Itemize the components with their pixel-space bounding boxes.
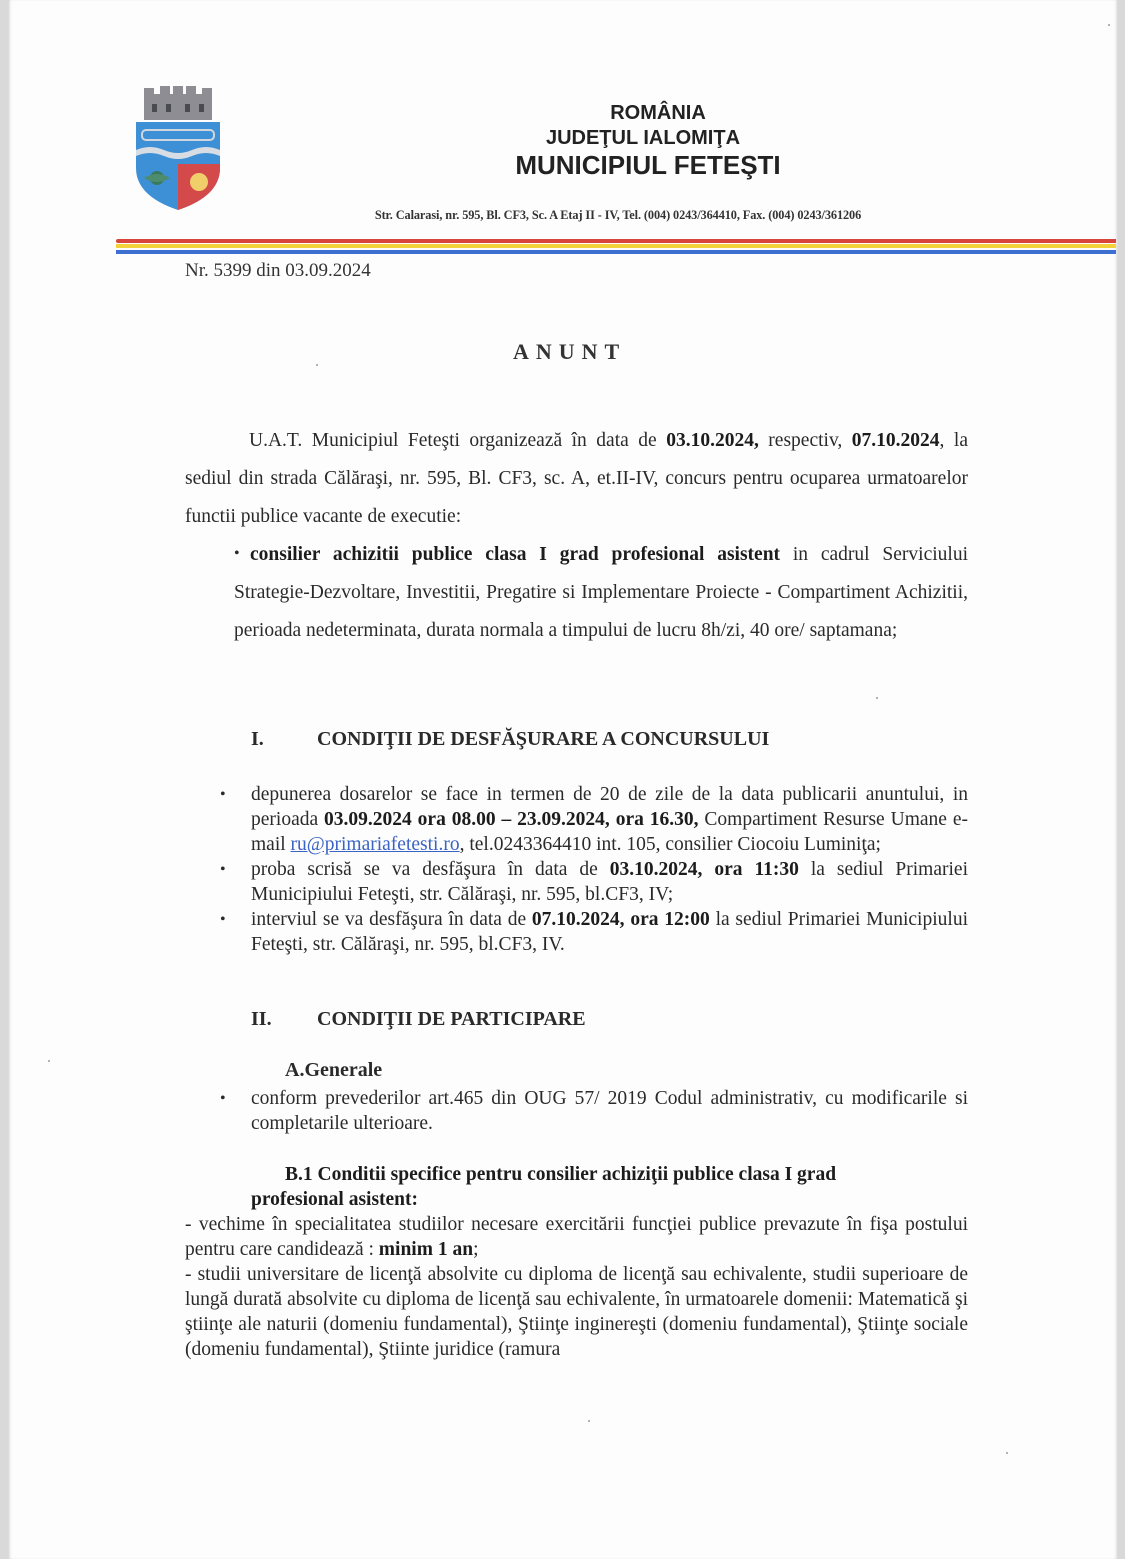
registration-number: Nr. 5399 din 03.09.2024 (185, 260, 371, 281)
list-item: • interviul se va desfăşura în data de 07.10.2024, ora 12:00 la sediul Primariei Municipiului Feteşti, str. Călăraşi, nr. 595, bl.CF3, IV. (220, 909, 968, 955)
tricolor-stripe-red (116, 239, 1116, 243)
section-2-heading: II. CONDIŢII DE PARTICIPARE (251, 1008, 586, 1030)
coat-of-arms-icon (130, 86, 226, 212)
bullet-icon: • (220, 786, 226, 803)
section-1-list (208, 782, 968, 957)
list-item: • proba scrisă se va desfăşura în data de 03.10.2024, ora 11:30 la sediul Primariei Municipiului Feteşti, str. Călăraşi, nr. 595, bl.CF3, IV; (220, 859, 968, 905)
header-municipality: MUNICIPIUL FETEŞTI (515, 150, 781, 180)
bullet-icon: • (220, 861, 226, 878)
header-address: Str. Calarasi, nr. 595, Bl. CF3, Sc. A Etaj II - IV, Tel. (004) 0243/364410, Fax. (004) 0243/361206 (374, 208, 862, 222)
intro-paragraph: U.A.T. Municipiul Feteşti organizează în data de 03.10.2024, respectiv, 07.10.2024, la sediul din strada Călăraşi, nr. 595, Bl. CF3, sc. A, et.II-IV, concurs pentru ocuparea urmatoarelor functii publice vacante de executie: (185, 430, 968, 527)
document-page (8, 0, 1118, 1559)
position-item: • consilier achizitii publice clasa I grad profesional asistent in cadrul Serviciului Strategie-Dezvoltare, Investitii, Pregatire si Implementare Proiecte - Compartiment Achizitii, perioada nedeterminata, durata normala a timpului de lucru 8h/zi, 40 ore/ saptamana; (234, 535, 968, 650)
email-link[interactable]: ru@primariafetesti.ro (290, 834, 460, 855)
position-title: consilier achizitii publice clasa I grad profesional asistent (250, 544, 781, 565)
section-1-heading: I. CONDIŢII DE DESFĂŞURARE A CONCURSULUI (251, 728, 770, 750)
list-item: • depunerea dosarelor se face in termen de 20 de zile de la data publicarii anuntului, in perioada 03.09.2024 ora 08.00 – 23.09.2024, ora 16.30, Compartiment Resurse Umane e-mail ru@primariafetesti.ro, tel.0243364410 int. 105, consilier Ciocoiu Luminiţa; (220, 784, 968, 855)
header-country: ROMÂNIA (610, 102, 706, 124)
requirements (185, 1212, 968, 1362)
bullet-icon: • (220, 911, 226, 928)
subsection-a-list (208, 1086, 968, 1136)
bullet-icon: • (234, 545, 240, 562)
tricolor-stripe-yellow (116, 244, 1116, 248)
list-item: • conform prevederilor art.465 din OUG 57/ 2019 Codul administrativ, cu modificarile si completarile ulterioare. (220, 1088, 968, 1134)
subsection-a-heading: A.Generale (285, 1059, 383, 1081)
header-county: JUDEŢUL IALOMIŢA (545, 127, 741, 149)
requirement-studies: - studii universitare de licenţă absolvite cu diploma de licenţă sau echivalente, studii superioare de lungă durată absolvite cu diploma de licenţă sau echivalente, în urmatoarele domenii: Matematică şi ştiinţe ale naturii (domeniu fundamental), Ştiinţe inginereşti (domeniu fundamental), Ştiinţe sociale (domeniu fundamental), Ştiinte juridice (ramura (185, 1264, 968, 1360)
document-title: ANUNT (513, 339, 627, 364)
requirement-experience: - vechime în specialitatea studiilor necesare exercitării funcţiei publice prevazute în fişa postului pentru care candidează : minim 1 an; (185, 1214, 968, 1260)
bullet-icon: • (220, 1090, 226, 1107)
subsection-b1-heading: B.1 Conditii specifice pentru consilier achiziţii publice clasa I grad profesional asistent: (251, 1164, 837, 1210)
tricolor-stripe-blue (116, 250, 1116, 254)
